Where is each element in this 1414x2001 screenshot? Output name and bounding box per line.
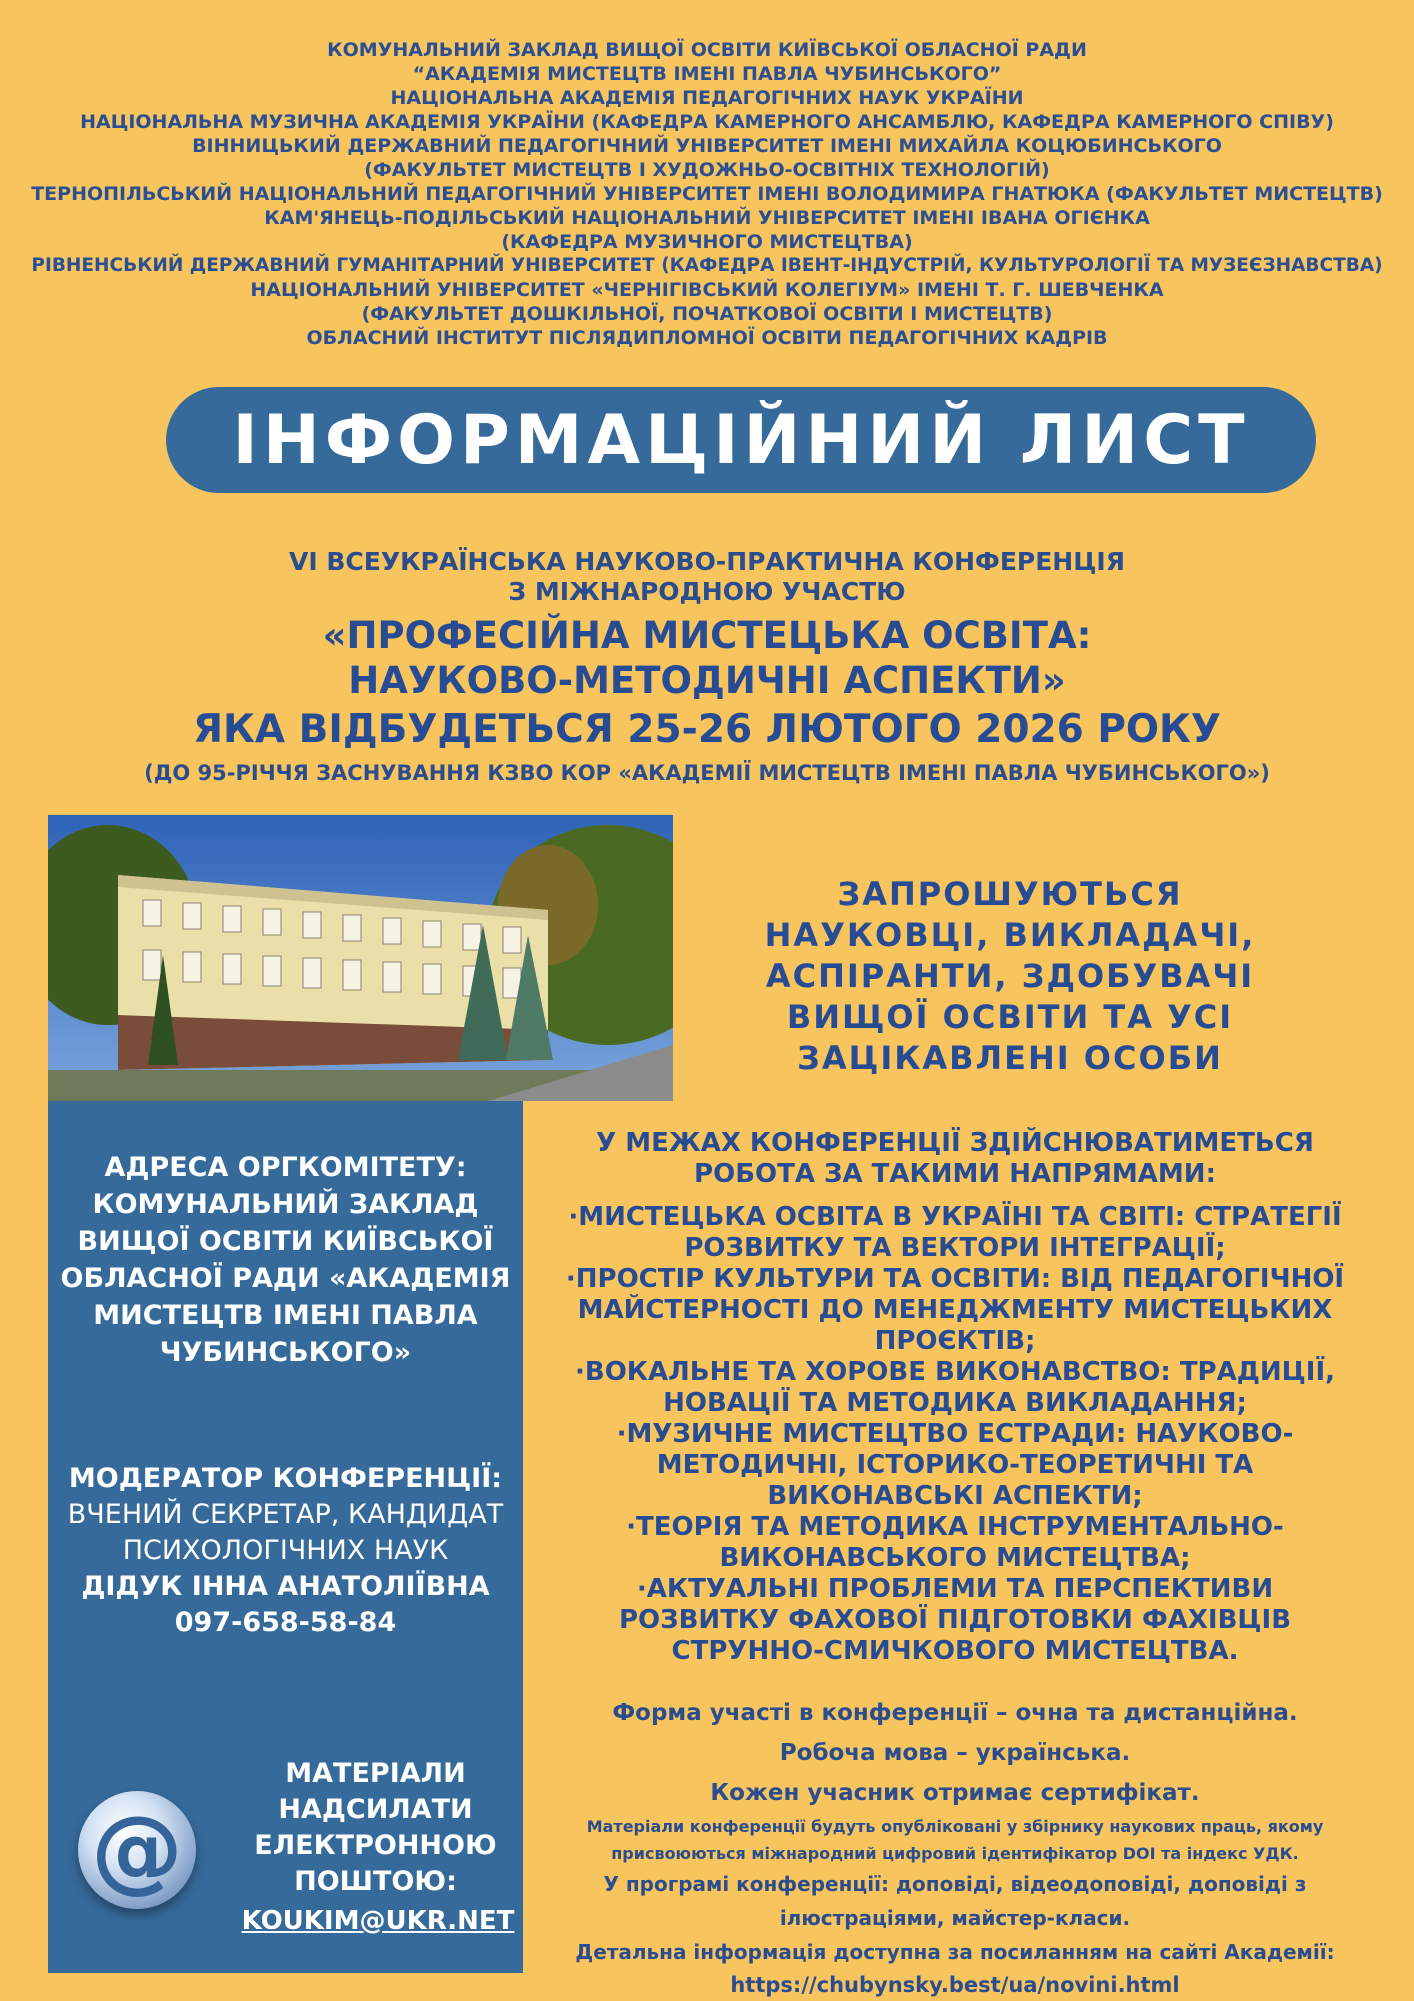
moderator-block [48, 1461, 523, 1641]
directions-heading-line: РОБОТА ЗА ТАКИМИ НАПРЯМАМИ: [694, 1159, 1216, 1189]
conference-dedication: (ДО 95-РІЧЧЯ ЗАСНУВАННЯ КЗВО КОР «АКАДЕМІЇ МИСТЕЦТВ ІМЕНІ ПАВЛА ЧУБИНСЬКОГО») [144, 761, 1270, 785]
invite-line: ЗАПРОШУЮТЬСЯ [837, 875, 1183, 913]
conference-type [40, 547, 1374, 607]
publication-note-2: присвоюються міжнародний цифровий ідентифікатор DOI та індекс УДК. [611, 1844, 1299, 1863]
directions-heading [560, 1128, 1350, 1190]
direction-line: МЕТОДИЧНІ, ІСТОРИКО-ТЕОРЕТИЧНІ ТА [656, 1450, 1254, 1480]
publication-note-1: Матеріали конференції будуть опубліковані у збірнику наукових праць, якому [586, 1817, 1324, 1836]
conference-line-1: VI ВСЕУКРАЇНСЬКА НАУКОВО-ПРАКТИЧНА КОНФЕРЕНЦІЯ [289, 547, 1125, 576]
direction-line: ВИКОНАВСЬКІ АСПЕКТИ; [767, 1481, 1143, 1511]
email-at-icon [78, 1791, 196, 1909]
address-line: МИСТЕЦТВ ІМЕНІ ПАВЛА [93, 1300, 478, 1331]
direction-line: ·АКТУАЛЬНІ ПРОБЛЕМИ ТА ПЕРСПЕКТИВИ [636, 1574, 1274, 1604]
organizing-committee-address [48, 1149, 523, 1371]
academy-building-photo [48, 815, 673, 1101]
email-link[interactable]: KOUKIM@UKR.NET [241, 1906, 515, 1936]
direction-line: ·МИСТЕЦЬКА ОСВІТА В УКРАЇНІ ТА СВІТІ: СТРАТЕГІЇ [568, 1202, 1342, 1232]
direction-line: РОЗВИТКУ ФАХОВОЇ ПІДГОТОВКИ ФАХІВЦІВ [618, 1605, 1292, 1635]
moderator-phone: 097-658-58-84 [174, 1607, 397, 1638]
materials-instructions [243, 1756, 508, 1900]
organizer-line: (КАФЕДРА МУЗИЧНОГО МИСТЕЦТВА) [501, 231, 913, 253]
invite-line: ЗАЦІКАВЛЕНІ ОСОБИ [797, 1039, 1223, 1077]
materials-line: НАДСИЛАТИ [278, 1794, 473, 1825]
conference-title-1: «ПРОФЕСІЙНА МИСТЕЦЬКА ОСВІТА: [322, 614, 1092, 657]
direction-line: СТРУННО-СМИЧКОВОГО МИСТЕЦТВА. [671, 1636, 1239, 1666]
organizer-line: НАЦІОНАЛЬНА АКАДЕМІЯ ПЕДАГОГІЧНИХ НАУК УКРАЇНИ [390, 87, 1024, 109]
direction-line: ·ПРОСТІР КУЛЬТУРИ ТА ОСВІТИ: ВІД ПЕДАГОГІЧНОЇ [565, 1264, 1345, 1294]
address-line: ОБЛАСНОЇ РАДИ «АКАДЕМІЯ [60, 1263, 511, 1294]
conference-line-2: З МІЖНАРОДНОЮ УЧАСТЮ [508, 577, 906, 606]
invite-line: ВИЩОЇ ОСВІТИ ТА УСІ [786, 998, 1234, 1036]
organizer-line: ТЕРНОПІЛЬСЬКИЙ НАЦІОНАЛЬНИЙ ПЕДАГОГІЧНИЙ УНІВЕРСИТЕТ ІМЕНІ ВОЛОДИМИРА ГНАТЮКА (ФАКУЛЬТЕТ МИСТЕЦТВ) [31, 183, 1383, 205]
direction-line: ·МУЗИЧНЕ МИСТЕЦТВО ЕСТРАДИ: НАУКОВО- [616, 1419, 1294, 1449]
building-illustration [48, 815, 673, 1101]
direction-line: ПРОЄКТІВ; [874, 1326, 1036, 1356]
info-letter-banner [166, 387, 1316, 493]
participation-form: Форма участі в конференції – очна та дистанційна. [612, 1700, 1298, 1726]
organizer-line: ОБЛАСНИЙ ІНСТИТУТ ПІСЛЯДИПЛОМНОЇ ОСВІТИ ПЕДАГОГІЧНИХ КАДРІВ [306, 327, 1108, 349]
moderator-role-2: ПСИХОЛОГІЧНИХ НАУК [122, 1535, 449, 1566]
direction-line: НОВАЦІЇ ТА МЕТОДИКА ВИКЛАДАННЯ; [663, 1388, 1247, 1418]
materials-line: МАТЕРІАЛИ [285, 1758, 466, 1789]
direction-line: ·ВОКАЛЬНЕ ТА ХОРОВЕ ВИКОНАВСТВО: ТРАДИЦІЇ, [575, 1357, 1335, 1387]
organizer-line: НАЦІОНАЛЬНИЙ УНІВЕРСИТЕТ «ЧЕРНІГІВСЬКИЙ КОЛЕГІУМ» ІМЕНІ Т. Г. ШЕВЧЕНКА [250, 279, 1164, 301]
details-note: Детальна інформація доступна за посиланням на сайті Академії: [575, 1940, 1335, 1964]
certificate-note: Кожен учасник отримає сертифікат. [710, 1780, 1200, 1806]
organizer-line: РІВНЕНСЬКИЙ ДЕРЖАВНИЙ ГУМАНІТАРНИЙ УНІВЕРСИТЕТ (КАФЕДРА ІВЕНТ-ІНДУСТРІЙ, КУЛЬТУРОЛОГІЇ ТА МУЗЕЄЗНАВСТВА) [31, 255, 1383, 276]
address-line: ЧУБИНСЬКОГО» [159, 1337, 412, 1368]
organizer-line: “АКАДЕМІЯ МИСТЕЦТВ ІМЕНІ ПАВЛА ЧУБИНСЬКОГО” [412, 63, 1002, 85]
invite-line: НАУКОВЦІ, ВИКЛАДАЧІ, [764, 916, 1256, 954]
moderator-role-1: ВЧЕНИЙ СЕКРЕТАР, КАНДИДАТ [67, 1499, 504, 1530]
organizer-line: (ФАКУЛЬТЕТ МИСТЕЦТВ І ХУДОЖНЬО-ОСВІТНІХ ТЕХНОЛОГІЙ) [364, 159, 1050, 181]
banner-title: ІНФОРМАЦІЙНИЙ ЛИСТ [232, 400, 1250, 480]
address-line: КОМУНАЛЬНИЙ ЗАКЛАД [92, 1189, 479, 1220]
organizer-line: НАЦІОНАЛЬНА МУЗИЧНА АКАДЕМІЯ УКРАЇНИ (КАФЕДРА КАМЕРНОГО АНСАМБЛЮ, КАФЕДРА КАМЕРНОГО СПІВУ) [80, 111, 1334, 133]
conference-title-2: НАУКОВО-МЕТОДИЧНІ АСПЕКТИ» [348, 659, 1066, 702]
organizer-line: КАМ'ЯНЕЦЬ-ПОДІЛЬСЬКИЙ НАЦІОНАЛЬНИЙ УНІВЕРСИТЕТ ІМЕНІ ІВАНА ОГІЄНКА [264, 207, 1150, 229]
invite-line: АСПІРАНТИ, ЗДОБУВАЧІ [765, 957, 1255, 995]
address-line: АДРЕСА ОРГКОМІТЕТУ: [104, 1152, 467, 1183]
academy-news-link[interactable]: https://chubynsky.best/ua/novini.html [730, 1973, 1180, 1997]
direction-line: ВИКОНАВСЬКОГО МИСТЕЦТВА; [719, 1543, 1191, 1573]
direction-line: МАЙСТЕРНОСТІ ДО МЕНЕДЖМЕНТУ МИСТЕЦЬКИХ [577, 1295, 1333, 1325]
at-glyph: @ [91, 1796, 183, 1903]
direction-line: ·ТЕОРІЯ ТА МЕТОДИКА ІНСТРУМЕНТАЛЬНО- [626, 1512, 1284, 1542]
organizer-line: ВІННИЦЬКИЙ ДЕРЖАВНИЙ ПЕДАГОГІЧНИЙ УНІВЕРСИТЕТ ІМЕНІ МИХАЙЛА КОЦЮБИНСЬКОГО [192, 135, 1222, 157]
program-note-2: ілюстраціями, майстер-класи. [779, 1906, 1131, 1930]
directions-heading-line: У МЕЖАХ КОНФЕРЕНЦІЇ ЗДІЙСНЮВАТИМЕТЬСЯ [596, 1128, 1314, 1158]
conference-date: ЯКА ВІДБУДЕТЬСЯ 25-26 ЛЮТОГО 2026 РОКУ [193, 707, 1221, 752]
moderator-name: ДІДУК ІННА АНАТОЛІЇВНА [81, 1571, 490, 1602]
organizers-list [30, 38, 1384, 350]
conference-title [40, 613, 1374, 703]
working-language: Робоча мова – українська. [779, 1740, 1131, 1766]
conference-directions [560, 1128, 1350, 1667]
contact-panel [48, 1101, 523, 1973]
invitation-block [700, 874, 1320, 1079]
moderator-title: МОДЕРАТОР КОНФЕРЕНЦІЇ: [68, 1463, 503, 1494]
address-line: ВИЩОЇ ОСВІТИ КИЇВСЬКОЇ [77, 1226, 494, 1257]
direction-line: РОЗВИТКУ ТА ВЕКТОРИ ІНТЕГРАЦІЇ; [684, 1233, 1226, 1263]
organizer-line: (ФАКУЛЬТЕТ ДОШКІЛЬНОЇ, ПОЧАТКОВОЇ ОСВІТИ І МИСТЕЦТВ) [361, 303, 1053, 325]
organizer-line: КОМУНАЛЬНИЙ ЗАКЛАД ВИЩОЇ ОСВІТИ КИЇВСЬКОЇ ОБЛАСНОЇ РАДИ [327, 39, 1087, 61]
participation-info [545, 1693, 1365, 2001]
program-note-1: У програмі конференції: доповіді, відеодоповіді, доповіді з [603, 1872, 1307, 1896]
materials-line: ЕЛЕКТРОННОЮ [254, 1830, 497, 1861]
materials-line: ПОШТОЮ: [294, 1866, 457, 1897]
